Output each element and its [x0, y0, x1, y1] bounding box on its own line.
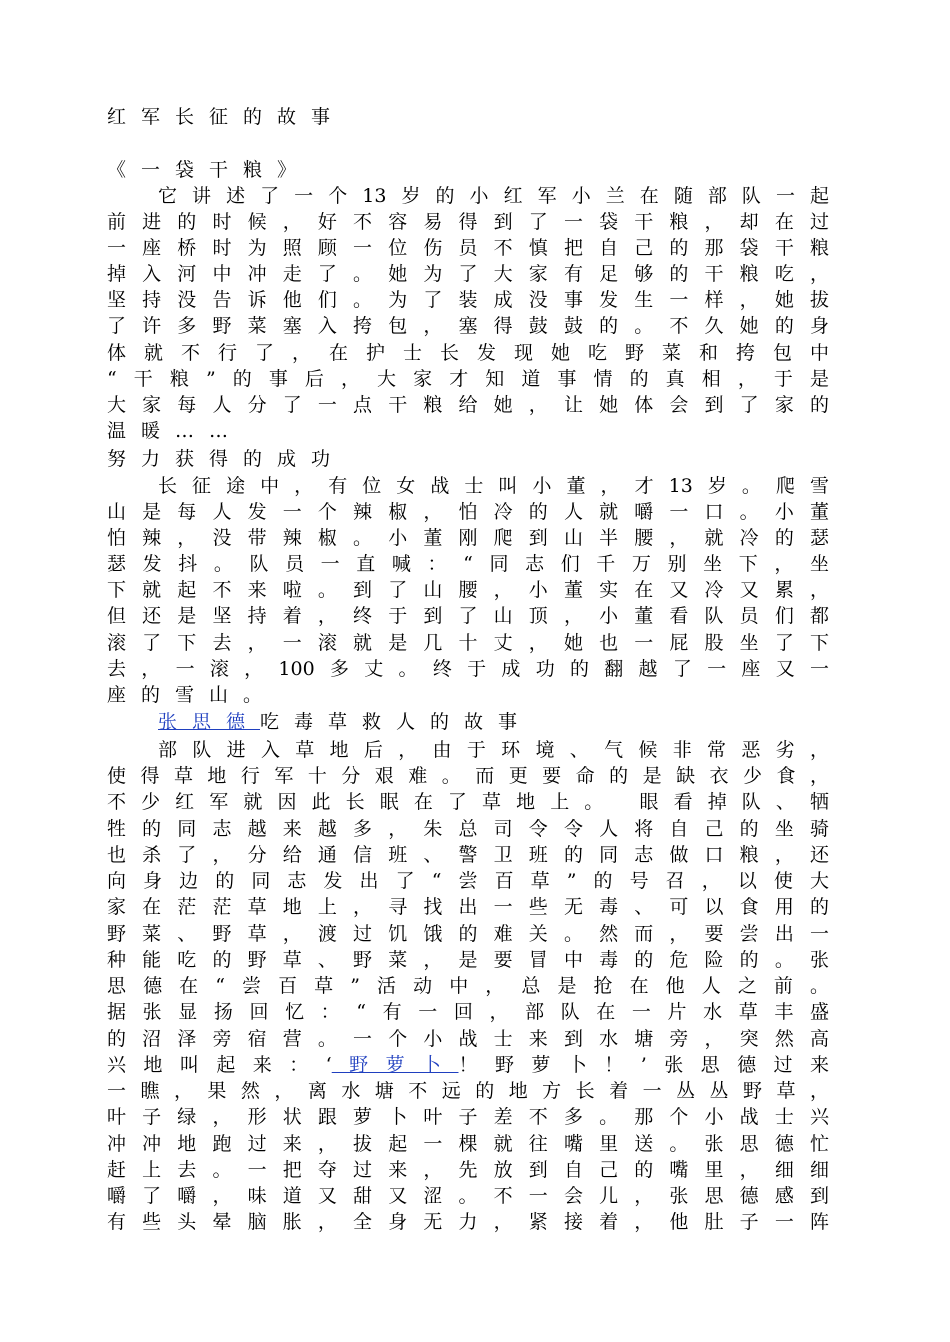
paragraph-line: 滚了下去，一滚就是几十丈，她也一屁股坐了下 — [107, 632, 829, 654]
paragraph-line: 温暖…… — [107, 420, 244, 442]
paragraph-line: 前进的时候，好不容易得到了一袋干粮，却在过 — [107, 211, 829, 233]
paragraph-line: 种能吃的野草、野菜，是要冒中毒的危险的。张 — [107, 949, 829, 971]
paragraph-line: 叶子绿，形状跟萝卜叶子差不多。那个小战士兴 — [107, 1106, 829, 1128]
paragraph-line: 大家每人分了一点干粮给她，让她体会到了家的 — [107, 394, 829, 416]
paragraph-line: 思德在“尝百草”活动中，总是抢在他人之前。 — [107, 975, 829, 997]
wild-radish-link[interactable]: 野萝卜 — [331, 1054, 459, 1076]
paragraph-line: 牲的同志越来越多，朱总司令令人将自己的坐骑 — [107, 818, 829, 840]
paragraph-line-post: ！野萝卜！’张思德过来 — [458, 1054, 829, 1076]
section-heading-text: 吃毒草救人的故事 — [260, 711, 533, 733]
paragraph-line-pre: 兴地叫起来：‘ — [107, 1054, 332, 1076]
paragraph-line: “干粮”的事后，大家才知道事情的真相，于是 — [107, 368, 829, 390]
paragraph-line: 怕辣，没带辣椒。小董刚爬到山半腰，就冷的瑟 — [107, 527, 829, 549]
paragraph-line: 使得草地行军十分艰难。而更要命的是缺衣少食， — [107, 765, 829, 787]
paragraph-line: 有些头晕脑胀，全身无力，紧接着，他肚子一阵 — [107, 1211, 829, 1233]
paragraph-line: 一座桥时为照顾一位伤员不慎把自己的那袋干粮 — [107, 237, 829, 259]
zhang-side-link[interactable]: 张思德 — [158, 711, 261, 733]
paragraph-line: 了许多野菜塞入挎包，塞得鼓鼓的。不久她的身 — [107, 315, 829, 337]
paragraph-line: 家在茫茫草地上，寻找出一些无毒、可以食用的 — [107, 896, 829, 918]
paragraph-line: 冲冲地跑过来，拔起一棵就往嘴里送。张思德忙 — [107, 1133, 829, 1155]
section-heading — [158, 709, 829, 735]
paragraph-line: 体就不行了，在护士长发现她吃野菜和挎包中 — [107, 342, 829, 364]
section-heading: 努力获得的成功 — [107, 448, 346, 470]
section-heading: 《一袋干粮》 — [107, 159, 312, 181]
paragraph-line: 不少红军就因此长眠在了草地上。 眼看掉队、牺 — [107, 791, 829, 813]
page-title: 红军长征的故事 — [107, 106, 346, 128]
paragraph-line: 瑟发抖。队员一直喊：“同志们千万别坐下，坐 — [107, 553, 829, 575]
paragraph-line: 嚼了嚼，味道又甜又涩。不一会儿，张思德感到 — [107, 1185, 829, 1207]
paragraph-line: 座的雪山。 — [107, 684, 278, 706]
paragraph-line: 掉入河中冲走了。她为了大家有足够的干粮吃， — [107, 263, 829, 285]
paragraph-line: 但还是坚持着，终于到了山顶，小董看队员们都 — [107, 605, 829, 627]
paragraph-line: 坚持没告诉他们。为了装成没事发生一样，她拔 — [107, 289, 829, 311]
paragraph-line: 下就起不来啦。到了山腰，小董实在又冷又累， — [107, 579, 829, 601]
paragraph-line: 山是每人发一个辣椒，怕冷的人就嚼一口。小董 — [107, 501, 829, 523]
paragraph-line: 赶上去。一把夺过来，先放到自己的嘴里，细细 — [107, 1159, 829, 1181]
paragraph-line: 长征途中，有位女战士叫小董，才13岁。爬雪 — [158, 475, 829, 497]
paragraph-line: 去，一滚，100多丈。终于成功的翻越了一座又一 — [107, 658, 829, 680]
paragraph-line: 的沼泽旁宿营。一个小战士来到水塘旁，突然高 — [107, 1028, 829, 1050]
paragraph-line: 它讲述了一个13岁的小红军小兰在随部队一起 — [158, 185, 829, 207]
paragraph-line: 也杀了，分给通信班、警卫班的同志做口粮，还 — [107, 844, 829, 866]
paragraph-line — [107, 1052, 829, 1078]
paragraph-line: 据张显扬回忆：“有一回，部队在一片水草丰盛 — [107, 1001, 829, 1023]
paragraph-line: 野菜、野草，渡过饥饿的难关。然而，要尝出一 — [107, 923, 829, 945]
paragraph-line: 一瞧，果然，离水塘不远的地方长着一丛丛野草， — [107, 1080, 829, 1102]
paragraph-line: 部队进入草地后，由于环境、气候非常恶劣， — [158, 739, 829, 761]
paragraph-line: 向身边的同志发出了“尝百草”的号召，以使大 — [107, 870, 829, 892]
